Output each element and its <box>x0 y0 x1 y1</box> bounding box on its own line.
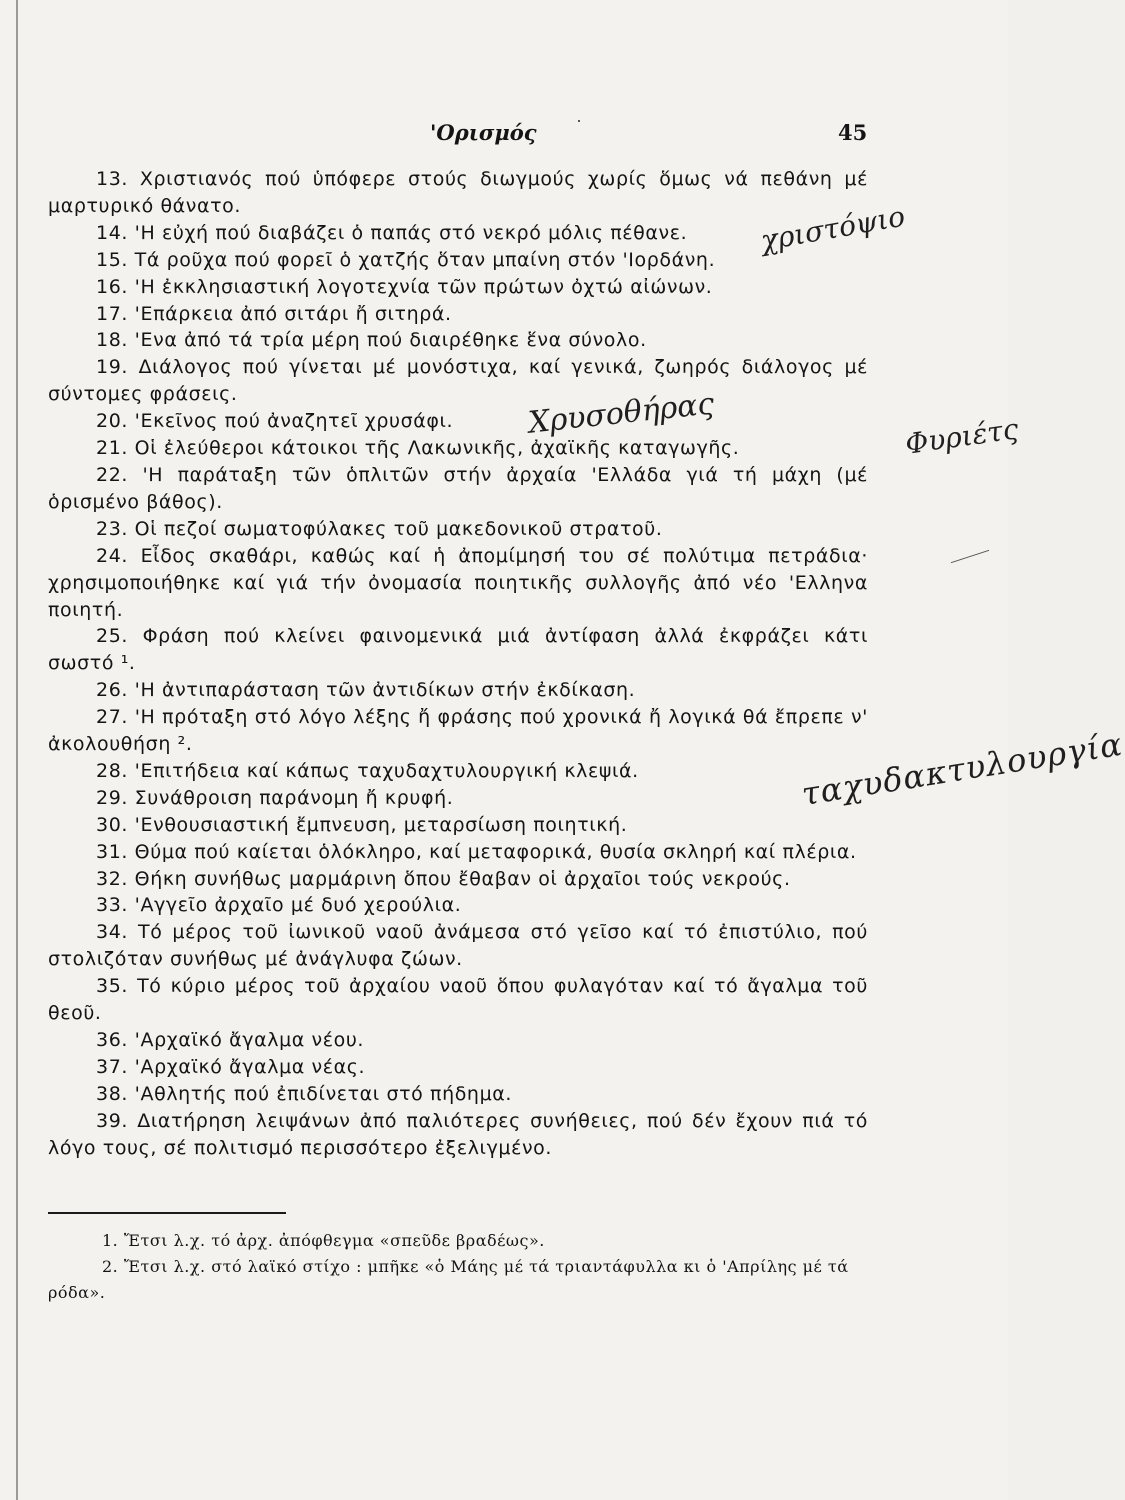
item-text: 'Αγγεῖο ἀρχαῖο μέ δυό χερούλια. <box>134 894 462 917</box>
item-text: Θήκη συνήθως μαρμάρινη ὅπου ἔθαβαν οἱ ἀρχαῖοι τούς νεκρούς. <box>134 867 791 890</box>
definition-item <box>48 785 868 812</box>
item-number: 33. <box>96 894 129 917</box>
footnote-text: Ἔτσι λ.χ. τό ἀρχ. ἀπόφθεγμα «σπεῦδε βραδέως». <box>123 1231 545 1250</box>
definition-item <box>48 516 868 543</box>
definition-item <box>48 166 868 220</box>
item-text: 'Η εὐχή πού διαβάζει ὁ παπάς στό νεκρό μόλις πέθανε. <box>134 221 688 244</box>
item-text: Φράση πού κλείνει φαινομενικά μιά ἀντίφαση ἀλλά ἐκφράζει κάτι σωστό ¹. <box>48 625 869 675</box>
item-number: 38. <box>96 1082 129 1105</box>
page-number: 45 <box>838 120 868 145</box>
item-number: 28. <box>96 759 129 782</box>
handwritten-note-20: Χρυσοθήρας <box>526 386 716 441</box>
definition-item <box>48 1027 868 1054</box>
footnote-text: Ἔτσι λ.χ. στό λαϊκό στίχο : μπῆκε «ὁ Μάης μέ τά τριαντάφυλλα κι ὁ 'Απρίλης μέ τά ρόδα». <box>48 1257 849 1302</box>
item-number: 22. <box>96 463 129 486</box>
item-text: 'Η παράταξη τῶν ὁπλιτῶν στήν ἀρχαία 'Ελλάδα γιά τή μάχη (μέ ὁρισμένο βάθος). <box>48 463 868 513</box>
footnotes <box>48 1228 868 1306</box>
item-number: 34. <box>96 921 129 944</box>
definition-item <box>48 462 868 516</box>
item-number: 32. <box>96 867 129 890</box>
item-number: 35. <box>96 975 129 998</box>
definition-item <box>48 220 868 247</box>
item-text: Οἱ ἐλεύθεροι κάτοικοι τῆς Λακωνικῆς, ἀχαϊκῆς καταγωγῆς. <box>134 437 740 460</box>
handwritten-note-21: Φυριέτς <box>903 412 1021 461</box>
item-number: 39. <box>96 1109 129 1132</box>
definition-item <box>48 408 868 435</box>
item-text: Οἱ πεζοί σωματοφύλακες τοῦ μακεδονικοῦ στρατοῦ. <box>134 517 663 540</box>
item-number: 13. <box>96 168 129 190</box>
item-text: 'Η πρόταξη στό λόγο λέξης ἤ φράσης πού χρονικά ἤ λογικά θά ἔπρεπε ν' ἀκολουθήση ². <box>48 706 868 756</box>
item-number: 26. <box>96 679 129 702</box>
definition-item <box>48 839 868 866</box>
footnote-number: 2. <box>102 1257 119 1276</box>
item-number: 24. <box>96 544 129 567</box>
definition-item <box>48 623 868 677</box>
item-number: 23. <box>96 517 129 540</box>
item-text: Τό μέρος τοῦ ἰωνικοῦ ναοῦ ἀνάμεσα στό γεῖσο καί τό ἐπιστύλιο, πού στολιζόταν συνήθως μέ ἀνάγλυφα ζώων. <box>48 921 868 971</box>
definition-item <box>48 973 868 1027</box>
definition-item <box>48 866 868 893</box>
definition-item <box>48 1081 868 1108</box>
item-text: 'Αρχαϊκό ἄγαλμα νέας. <box>134 1055 366 1078</box>
item-text: Διατήρηση λειψάνων ἀπό παλιότερες συνήθειες, πού δέν ἔχουν πιά τό λόγο τους, σέ πολιτισμό περισσότερο ἐξελιγμένο. <box>48 1109 868 1159</box>
item-text: 'Ενα ἀπό τά τρία μέρη πού διαιρέθηκε ἕνα σύνολο. <box>134 329 647 352</box>
definition-item <box>48 892 868 919</box>
item-number: 25. <box>96 625 129 648</box>
item-text: 'Αρχαϊκό ἄγαλμα νέου. <box>134 1029 365 1051</box>
item-number: 30. <box>96 813 129 836</box>
item-number: 31. <box>96 840 129 863</box>
item-number: 29. <box>96 786 129 809</box>
item-number: 19. <box>96 356 129 379</box>
item-number: 37. <box>96 1055 129 1078</box>
definition-item <box>48 274 868 301</box>
footnote <box>48 1254 868 1306</box>
ink-stroke <box>951 550 989 563</box>
definition-item <box>48 435 868 462</box>
footnote <box>48 1228 868 1254</box>
item-number: 15. <box>96 248 129 271</box>
definition-item <box>48 354 868 408</box>
item-text: Τά ροῦχα πού φορεῖ ὁ χατζής ὅταν μπαίνη στόν 'Ιορδάνη. <box>134 248 716 271</box>
item-number: 21. <box>96 437 129 460</box>
item-text: Χριστιανός πού ὑπόφερε στούς διωγμούς χωρίς ὅμως νά πεθάνη μέ μαρτυρικό θάνατο. <box>48 168 868 217</box>
footnote-rule <box>48 1212 286 1214</box>
handwritten-note-28: ταχυδακτυλουργία <box>799 724 1125 814</box>
definition-item <box>48 1054 868 1081</box>
item-number: 16. <box>96 275 129 298</box>
definition-item <box>48 543 868 624</box>
definitions-list <box>48 166 868 1162</box>
item-number: 20. <box>96 410 129 433</box>
running-title: 'Ορισμός <box>430 120 537 145</box>
item-text: 'Επιτήδεια καί κάπως ταχυδαχτυλουργική κλεψιά. <box>134 759 639 782</box>
item-number: 18. <box>96 329 129 352</box>
item-text: 'Εκεῖνος πού ἀναζητεῖ χρυσάφι. <box>134 410 454 433</box>
handwritten-note-14: χριστόψιο <box>758 199 908 258</box>
definition-item <box>48 1108 868 1162</box>
item-text: Συνάθροιση παράνομη ἤ κρυφή. <box>134 786 454 809</box>
definition-item <box>48 247 868 274</box>
definition-item <box>48 919 868 973</box>
item-number: 17. <box>96 302 129 325</box>
item-text: Διάλογος πού γίνεται μέ μονόστιχα, καί γενικά, ζωηρός διάλογος μέ σύντομες φράσεις. <box>48 356 869 406</box>
running-header <box>0 120 1008 150</box>
item-text: Θύμα πού καίεται ὁλόκληρο, καί μεταφορικά, θυσία σκληρή καί πλέρια. <box>134 840 857 863</box>
footnote-number: 1. <box>102 1231 119 1250</box>
definition-item <box>48 812 868 839</box>
definition-item <box>48 677 868 704</box>
definition-item <box>48 327 868 354</box>
item-number: 14. <box>96 221 129 244</box>
definition-item <box>48 758 868 785</box>
item-text: 'Η ἐκκλησιαστική λογοτεχνία τῶν πρώτων ὀχτώ αἰώνων. <box>134 275 713 298</box>
definition-item <box>48 704 868 758</box>
item-number: 36. <box>96 1029 129 1051</box>
item-text: 'Η ἀντιπαράσταση τῶν ἀντιδίκων στήν ἐκδίκαση. <box>134 679 636 702</box>
item-number: 27. <box>96 706 129 729</box>
item-text: Εἶδος σκαθάρι, καθώς καί ἡ ἀπομίμησή του σέ πολύτιμα πετράδια· χρησιμοποιήθηκε καί γιά τήν ὀνομασία ποιητικῆς συλλογῆς ἀπό νέο 'Ελληνα ποιητή. <box>48 544 868 621</box>
item-text: 'Αθλητής πού ἐπιδίνεται στό πήδημα. <box>134 1082 513 1105</box>
definition-item <box>48 301 868 328</box>
page-edge-line <box>16 0 18 1500</box>
item-text: Τό κύριο μέρος τοῦ ἀρχαίου ναοῦ ὅπου φυλαγόταν καί τό ἄγαλμα τοῦ θεοῦ. <box>48 975 869 1025</box>
item-text: 'Επάρκεια ἀπό σιτάρι ἤ σιτηρά. <box>134 302 452 325</box>
item-text: 'Ενθουσιαστική ἔμπνευση, μεταρσίωση ποιητική. <box>134 813 628 836</box>
